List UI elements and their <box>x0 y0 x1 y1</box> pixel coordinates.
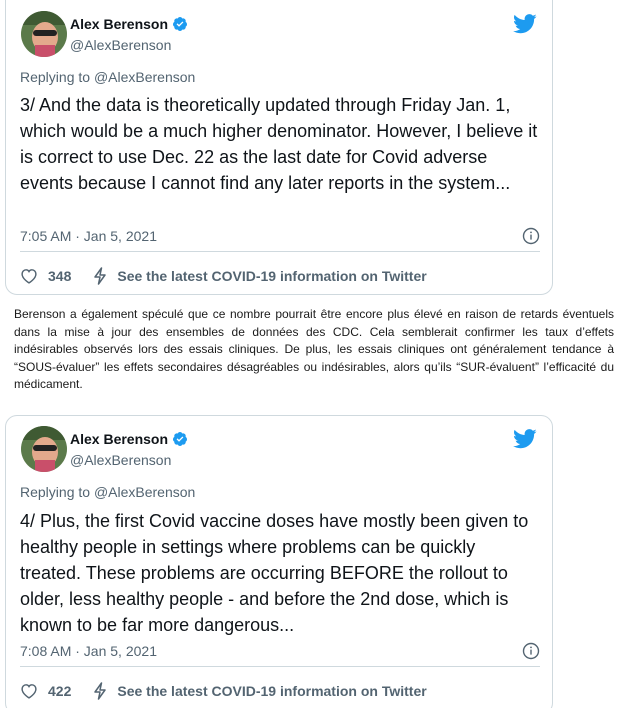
like-button[interactable] <box>20 268 71 284</box>
heart-icon <box>20 268 38 284</box>
twitter-bird-icon[interactable] <box>513 14 537 34</box>
replying-prefix: Replying to <box>20 484 91 500</box>
twitter-bird-icon[interactable] <box>513 429 537 449</box>
heart-icon <box>20 683 38 699</box>
like-button[interactable] <box>20 683 71 699</box>
covid-info-link[interactable] <box>93 267 426 285</box>
tweet-text: 4/ Plus, the first Covid vaccine doses have mostly been given to healthy people in settings where problems can be quickly treated. These problems are occurring BEFORE the rollout to older, less healthy people - and before the 2nd dose, which is known to be far more dangerous... <box>20 511 529 635</box>
divider <box>20 666 540 667</box>
info-icon[interactable] <box>522 642 540 660</box>
avatar[interactable] <box>21 11 67 57</box>
tweet-card-1[interactable] <box>5 0 553 295</box>
info-icon[interactable] <box>522 227 540 245</box>
avatar[interactable] <box>21 426 67 472</box>
covid-info-text: See the latest COVID-19 information on Twitter <box>117 683 427 699</box>
verified-badge-icon <box>172 431 188 447</box>
author-name[interactable]: Alex Berenson <box>70 16 169 32</box>
covid-info-link[interactable] <box>93 682 426 700</box>
replying-prefix: Replying to <box>20 69 91 85</box>
article-paragraph: Berenson a également spéculé que ce nombre pourrait être encore plus élevé en raison de retards éventuels dans la mise à jour des ensembles de données des CDC. Cela semblerait confirmer les taux d’effets indésirables observés lors des essais cliniques. De plus, les essais cliniques ont généralement tendance à “SOUS-évaluer” les effets secondaires désagréables ou indésirables, alors qu’ils “SUR-évaluent” l’efficacité du médicament. <box>14 307 614 391</box>
tweet-card-2[interactable] <box>5 415 553 708</box>
tweet-text: 3/ And the data is theoretically updated through Friday Jan. 1, which would be a much higher denominator. However, I believe it is correct to use Dec. 22 as the last date for Covid adverse events because I cannot find any later reports in the system... <box>20 95 538 193</box>
author-handle[interactable]: @AlexBerenson <box>70 37 172 53</box>
like-count: 348 <box>48 268 72 284</box>
like-count: 422 <box>48 683 72 699</box>
replying-to-link[interactable]: @AlexBerenson <box>93 484 196 500</box>
lightning-icon <box>93 267 107 285</box>
replying-to <box>20 69 195 85</box>
replying-to <box>20 484 195 500</box>
replying-to-link[interactable]: @AlexBerenson <box>93 69 196 85</box>
verified-badge-icon <box>172 16 188 32</box>
lightning-icon <box>93 682 107 700</box>
covid-info-text: See the latest COVID-19 information on Twitter <box>117 268 427 284</box>
author-name[interactable]: Alex Berenson <box>70 431 169 447</box>
divider <box>20 251 540 252</box>
author-handle[interactable]: @AlexBerenson <box>70 452 172 468</box>
tweet-timestamp[interactable]: 7:08 AM · Jan 5, 2021 <box>20 643 157 659</box>
tweet-timestamp[interactable]: 7:05 AM · Jan 5, 2021 <box>20 228 157 244</box>
